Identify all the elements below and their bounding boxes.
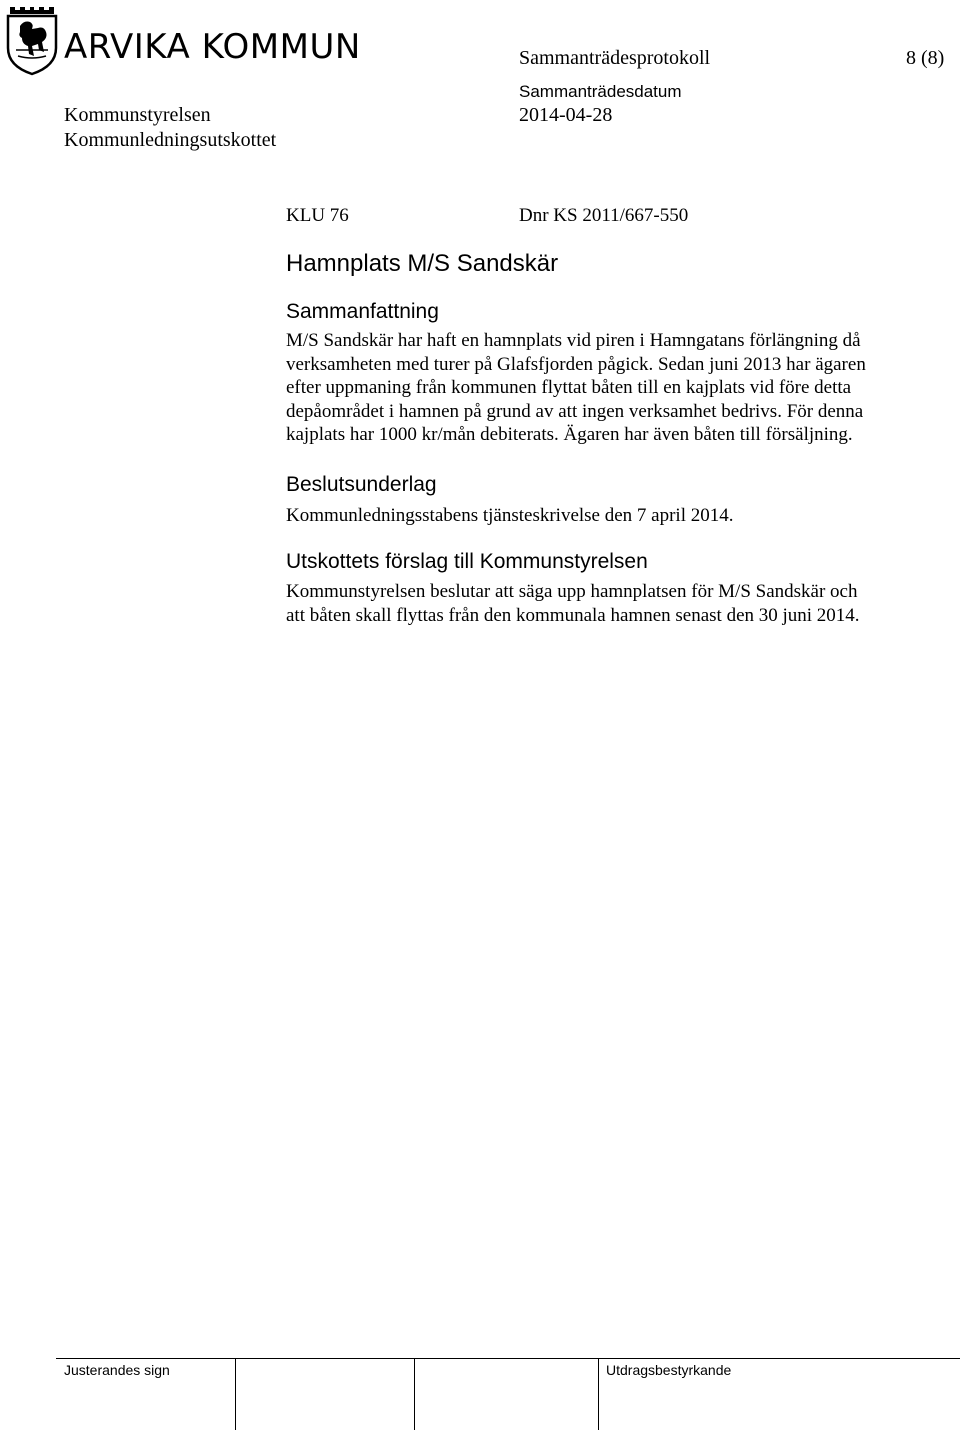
summary-line: efter uppmaning från kommunen flyttat båten till en kajplats vid före detta: [286, 377, 852, 398]
proposal-paragraph: [286, 580, 956, 627]
meeting-date-label: Sammanträdesdatum: [519, 82, 682, 101]
summary-line: M/S Sandskär har haft en hamnplats vid piren i Hamngatans förlängning då: [286, 330, 861, 351]
summary-paragraph: [286, 329, 956, 447]
document-type: Sammanträdesprotokoll: [519, 47, 711, 69]
proposal-heading: Utskottets förslag till Kommunstyrelsen: [286, 550, 648, 573]
footer-divider: [56, 1358, 960, 1359]
item-number: KLU 76: [286, 205, 349, 226]
municipality-name: ARVIKA KOMMUN: [64, 27, 361, 67]
meeting-date: 2014-04-28: [519, 104, 613, 126]
subcommittee-name: Kommunledningsutskottet: [64, 129, 277, 151]
summary-line: depåområdet i hamnen på grund av att ingen verksamhet bedrivs. För denna: [286, 400, 864, 422]
certification-label: Utdragsbestyrkande: [606, 1362, 732, 1378]
signature-label: Justerandes sign: [64, 1362, 170, 1378]
proposal-line: Kommunstyrelsen beslutar att säga upp hamnplatsen för M/S Sandskär och: [286, 581, 858, 602]
item-title: Hamnplats M/S Sandskär: [286, 250, 559, 277]
summary-line: kajplats har 1000 kr/mån debiterats. Ägaren har även båten till försäljning.: [286, 424, 853, 445]
footer-column-divider: [235, 1358, 236, 1430]
page-number: 8 (8): [906, 47, 945, 69]
basis-heading: Beslutsunderlag: [286, 473, 437, 496]
footer-column-divider: [414, 1358, 415, 1430]
summary-heading: Sammanfattning: [286, 300, 439, 323]
summary-line: verksamheten med turer på Glafsfjorden pågick. Sedan juni 2013 har ägaren: [286, 353, 866, 375]
basis-text: Kommunledningsstabens tjänsteskrivelse den 7 april 2014.: [286, 505, 734, 526]
footer-column-divider: [598, 1358, 599, 1430]
proposal-line: att båten skall flyttas från den kommunala hamnen senast den 30 juni 2014.: [286, 604, 860, 626]
diary-number: Dnr KS 2011/667-550: [519, 205, 689, 226]
committee-name: Kommunstyrelsen: [64, 104, 211, 126]
coat-of-arms-icon: [4, 4, 60, 76]
